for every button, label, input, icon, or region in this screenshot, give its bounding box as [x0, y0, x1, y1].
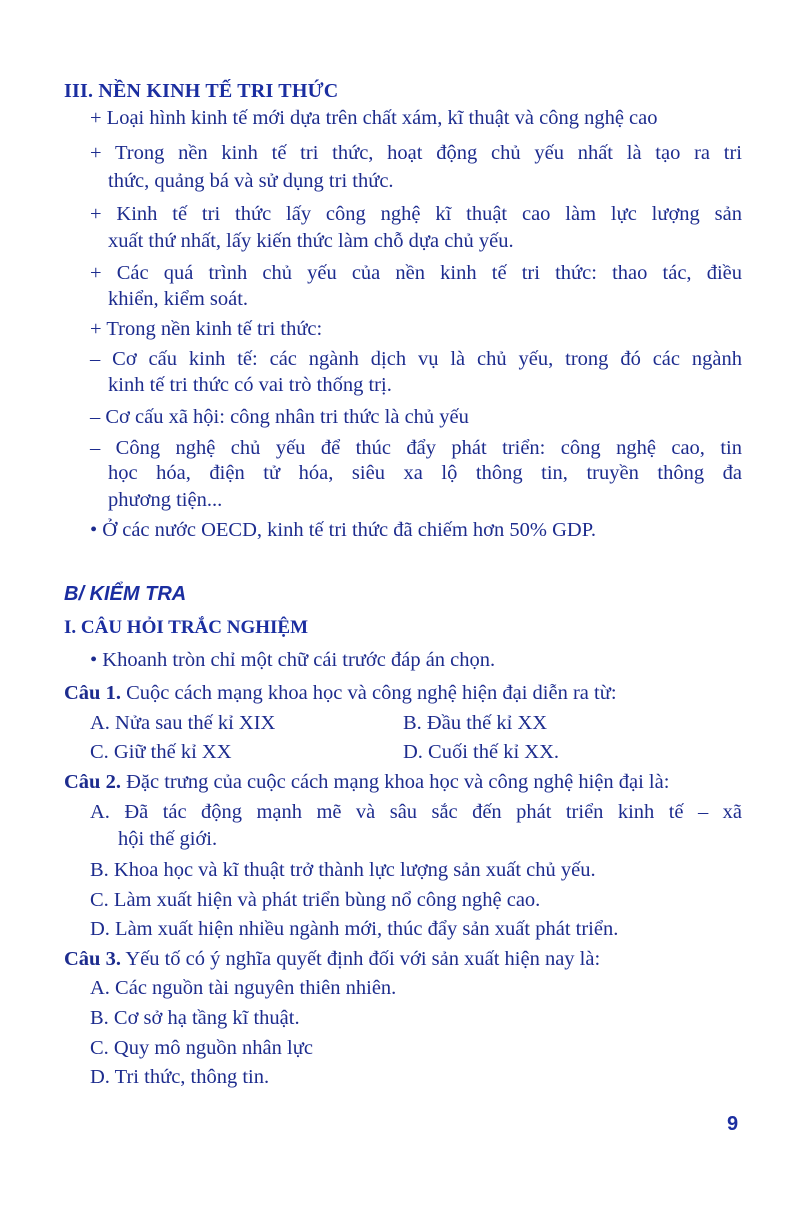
option-a[interactable]: A. Nửa sau thế kỉ XIX	[90, 712, 276, 734]
question-text: Đặc trưng của cuộc cách mạng khoa học và công nghệ hiện đại là:	[120, 771, 670, 793]
list-item-continuation: thức, quảng bá và sử dụng tri thức.	[108, 170, 394, 192]
option-c[interactable]: C. Giữ thế kỉ XX	[90, 741, 232, 763]
page-number: 9	[727, 1113, 739, 1135]
option-c[interactable]: C. Làm xuất hiện và phát triển bùng nổ công nghệ cao.	[90, 889, 541, 911]
list-item: + Trong nền kinh tế tri thức, hoạt động chủ yếu nhất là tạo ra tri	[90, 142, 742, 164]
list-item: – Công nghệ chủ yếu để thúc đẩy phát triển: công nghệ cao, tin	[90, 437, 742, 459]
option-a-continuation: hội thế giới.	[118, 828, 218, 850]
subsection-title: I. CÂU HỎI TRẮC NGHIỆM	[64, 617, 309, 638]
list-item-continuation: phương tiện...	[108, 489, 223, 511]
list-item: + Các quá trình chủ yếu của nền kinh tế tri thức: thao tác, điều	[90, 262, 742, 284]
question-2	[64, 771, 669, 794]
option-d[interactable]: D. Tri thức, thông tin.	[90, 1066, 270, 1088]
option-c[interactable]: C. Quy mô nguồn nhân lực	[90, 1037, 313, 1059]
option-b[interactable]: B. Cơ sở hạ tầng kĩ thuật.	[90, 1007, 300, 1029]
section-title: III. NỀN KINH TẾ TRI THỨC	[64, 80, 339, 102]
list-item: – Cơ cấu kinh tế: các ngành dịch vụ là chủ yếu, trong đó các ngành	[90, 348, 742, 370]
option-d[interactable]: D. Cuối thế kỉ XX.	[403, 741, 560, 763]
option-a[interactable]: A. Đã tác động mạnh mẽ và sâu sắc đến phát triển kinh tế – xã	[90, 801, 742, 823]
list-item-continuation: học hóa, điện tử hóa, siêu xa lộ thông tin, truyền thông đa	[108, 462, 742, 484]
question-1	[64, 682, 617, 705]
question-text: Cuộc cách mạng khoa học và công nghệ hiện đại diễn ra từ:	[120, 682, 617, 704]
option-b[interactable]: B. Đầu thế kỉ XX	[403, 712, 548, 734]
list-item-continuation: kinh tế tri thức có vai trò thống trị.	[108, 374, 392, 396]
list-item: + Trong nền kinh tế tri thức:	[90, 318, 323, 340]
list-item: + Kinh tế tri thức lấy công nghệ kĩ thuật cao làm lực lượng sản	[90, 203, 742, 225]
question-label: Câu 1.	[64, 682, 121, 704]
question-3	[64, 948, 600, 971]
instruction: • Khoanh tròn chỉ một chữ cái trước đáp án chọn.	[90, 649, 496, 671]
list-item: • Ở các nước OECD, kinh tế tri thức đã chiếm hơn 50% GDP.	[90, 519, 596, 541]
list-item: – Cơ cấu xã hội: công nhân tri thức là chủ yếu	[90, 406, 469, 428]
part-title: B/ KIỂM TRA	[64, 583, 187, 605]
list-item-continuation: khiển, kiểm soát.	[108, 288, 249, 310]
list-item-continuation: xuất thứ nhất, lấy kiến thức làm chỗ dựa chủ yếu.	[108, 230, 514, 252]
option-a[interactable]: A. Các nguồn tài nguyên thiên nhiên.	[90, 977, 397, 999]
list-item: + Loại hình kinh tế mới dựa trên chất xám, kĩ thuật và công nghệ cao	[90, 107, 658, 129]
option-d[interactable]: D. Làm xuất hiện nhiều ngành mới, thúc đẩy sản xuất phát triển.	[90, 918, 619, 940]
question-label: Câu 2.	[64, 771, 121, 793]
question-text: Yếu tố có ý nghĩa quyết định đối với sản xuất hiện nay là:	[120, 948, 601, 970]
question-label: Câu 3.	[64, 948, 121, 970]
option-b[interactable]: B. Khoa học và kĩ thuật trở thành lực lượng sản xuất chủ yếu.	[90, 859, 596, 881]
